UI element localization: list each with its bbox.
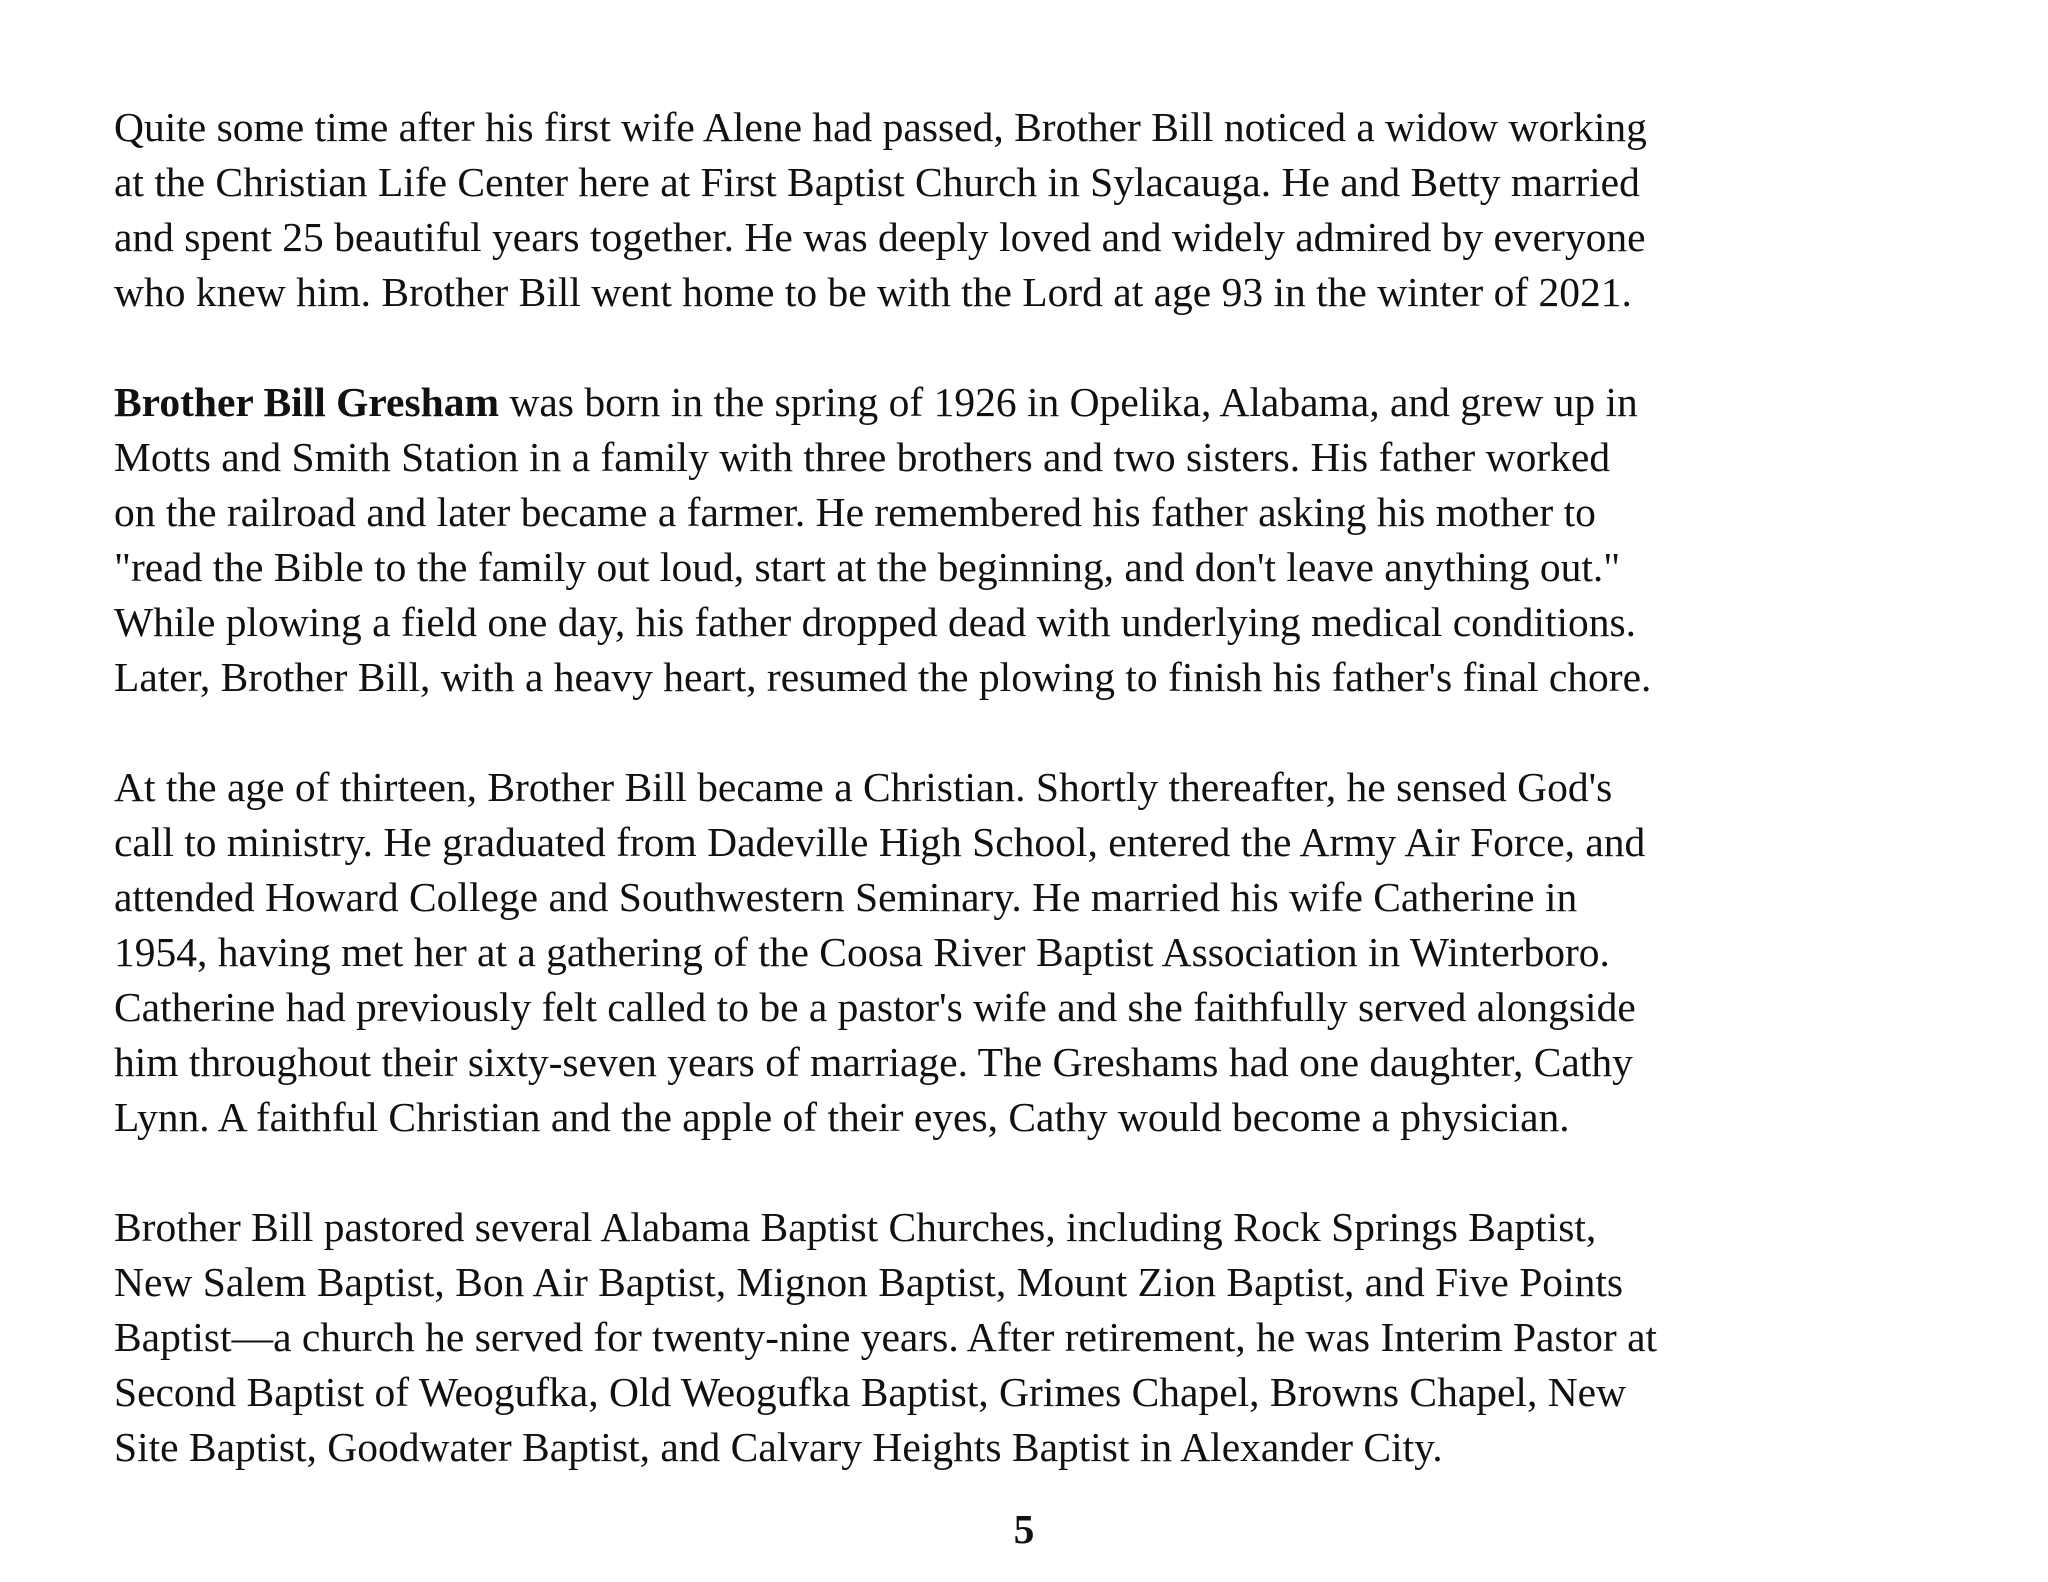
text-line: at the Christian Life Center here at First Baptist Church in Sylacauga. He and Betty married [114, 159, 1640, 205]
text-line [114, 375, 1944, 430]
text-line: 1954, having met her at a gathering of the Coosa River Baptist Association in Winterboro. [114, 929, 1610, 975]
text-line: Quite some time after his first wife Alene had passed, Brother Bill noticed a widow working [114, 104, 1647, 150]
page-number: 5 [1013, 1506, 1035, 1552]
text-line: Later, Brother Bill, with a heavy heart, resumed the plowing to finish his father's final chore. [114, 654, 1652, 700]
text-line: Site Baptist, Goodwater Baptist, and Calvary Heights Baptist in Alexander City. [114, 1424, 1443, 1470]
text-line: who knew him. Brother Bill went home to be with the Lord at age 93 in the winter of 2021. [114, 269, 1632, 315]
text-line: and spent 25 beautiful years together. He was deeply loved and widely admired by everyone [114, 214, 1646, 260]
text-line: While plowing a field one day, his father dropped dead with underlying medical conditions. [114, 599, 1637, 645]
text-line-rest: was born in the spring of 1926 in Opelika, Alabama, and grew up in [499, 379, 1638, 425]
text-line: him throughout their sixty-seven years of marriage. The Greshams had one daughter, Cathy [114, 1039, 1633, 1085]
text-line: "read the Bible to the family out loud, start at the beginning, and don't leave anything out." [114, 544, 1621, 590]
paragraph-early-life [114, 375, 1944, 705]
text-line: Catherine had previously felt called to be a pastor's wife and she faithfully served alongside [114, 984, 1636, 1030]
text-line: New Salem Baptist, Bon Air Baptist, Mignon Baptist, Mount Zion Baptist, and Five Points [114, 1259, 1624, 1305]
paragraph-pastorates [114, 1200, 1944, 1475]
paragraph-betty [114, 100, 1944, 320]
text-line: Brother Bill pastored several Alabama Baptist Churches, including Rock Springs Baptist, [114, 1204, 1597, 1250]
bold-lead-name: Brother Bill Gresham [114, 379, 500, 425]
paragraph-ministry-call [114, 760, 1944, 1145]
text-line: Baptist—a church he served for twenty-nine years. After retirement, he was Interim Pastor at [114, 1314, 1658, 1360]
text-line: on the railroad and later became a farmer. He remembered his father asking his mother to [114, 489, 1596, 535]
text-line: At the age of thirteen, Brother Bill became a Christian. Shortly thereafter, he sensed God's [114, 764, 1613, 810]
text-line: Lynn. A faithful Christian and the apple of their eyes, Cathy would become a physician. [114, 1094, 1570, 1140]
document-body [114, 100, 1944, 1475]
text-line: attended Howard College and Southwestern Seminary. He married his wife Catherine in [114, 874, 1578, 920]
text-line: Second Baptist of Weogufka, Old Weogufka Baptist, Grimes Chapel, Browns Chapel, New [114, 1369, 1627, 1415]
text-line: Motts and Smith Station in a family with three brothers and two sisters. His father worked [114, 434, 1611, 480]
text-line: call to ministry. He graduated from Dadeville High School, entered the Army Air Force, and [114, 819, 1646, 865]
